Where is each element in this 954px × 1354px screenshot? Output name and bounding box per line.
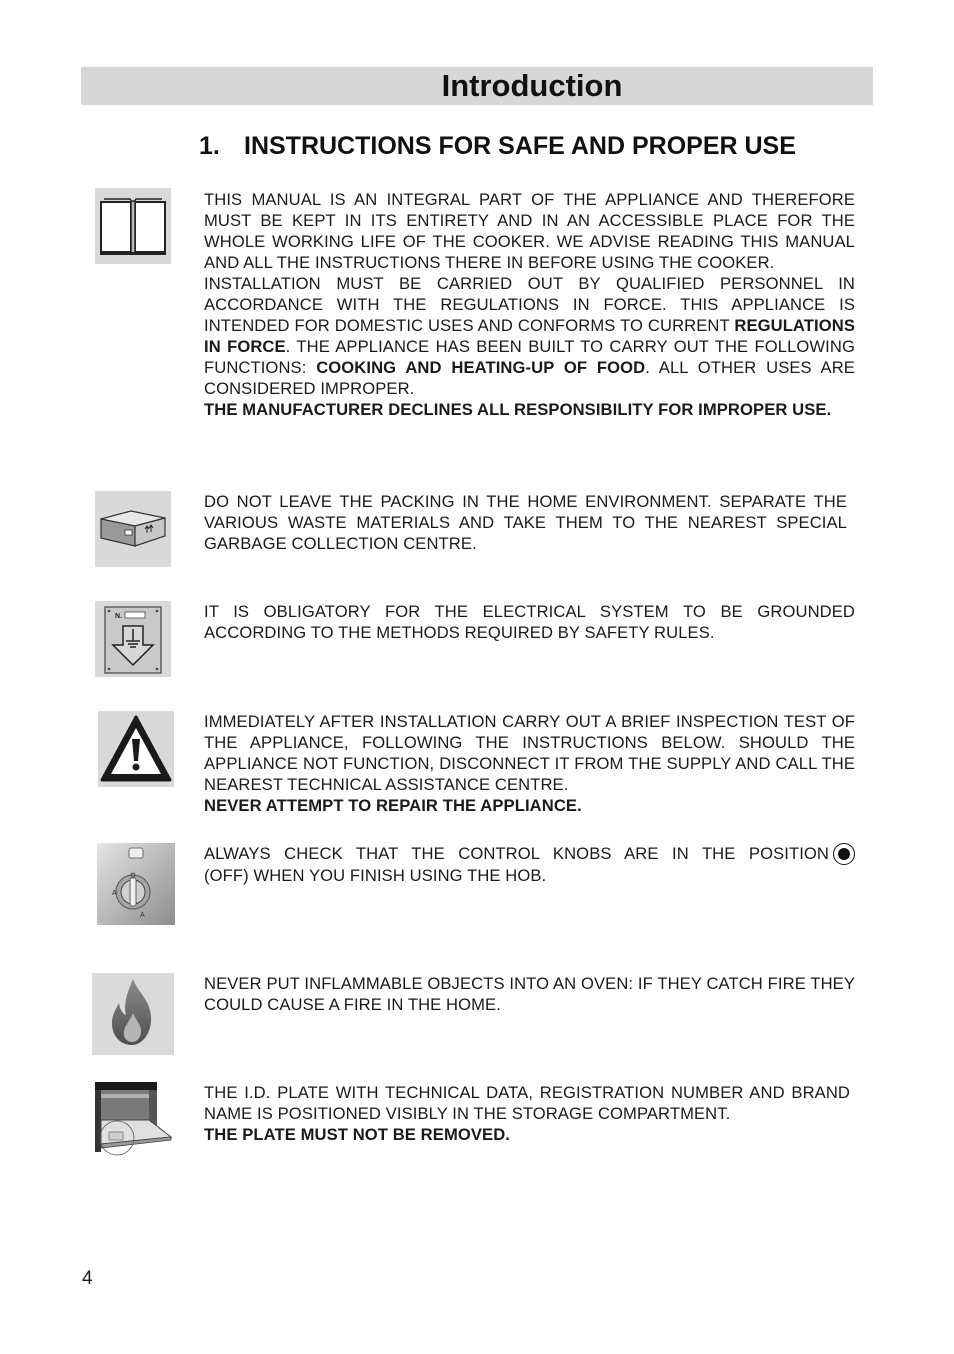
manual-text-bold-regulations: REGULATIONS IN FORCE [204,316,855,356]
packing-text-block [204,491,847,554]
svg-text:A: A [112,890,117,897]
packing-text: DO NOT LEAVE THE PACKING IN THE HOME ENVIRONMENT. SEPARATE THE VARIOUS WASTE MATERIALS AND TAKE THEM TO THE NEAREST SPECIAL GARBAGE COLLECTION CENTRE. [204,492,847,553]
package-box-icon [95,491,171,567]
inspection-text: IMMEDIATELY AFTER INSTALLATION CARRY OUT A BRIEF INSPECTION TEST OF THE APPLIANCE, FOLLOWING THE INSTRUCTIONS BELOW. SHOULD THE APPLIANCE NOT FUNCTION, DISCONNECT IT FROM THE SUPPLY AND CALL THE NEAREST TECHNICAL ASSISTANCE CENTRE. [204,712,855,794]
warning-triangle-icon [98,711,174,787]
plate-text-block [204,1082,850,1145]
section-number: 1. [199,132,220,160]
manual-text-a: INSTALLATION MUST BE CARRIED OUT BY QUALIFIED PERSONNEL IN ACCORDANCE WITH THE REGULATIONS IN FORCE. THIS APPLIANCE IS INTENDED FOR DOMESTIC USES AND CONFORMS TO CURRENT [204,274,855,335]
knobs-text-a: ALWAYS CHECK THAT THE CONTROL KNOBS ARE IN THE POSITION [204,844,829,863]
inflammable-text-block [204,973,855,1015]
flame-icon [92,973,174,1055]
inspection-text-block [204,711,855,816]
ground-symbol-icon [95,601,171,677]
manual-disclaimer: THE MANUFACTURER DECLINES ALL RESPONSIBILITY FOR IMPROPER USE. [204,400,832,419]
section-heading [199,132,796,161]
manual-paragraph-2 [204,273,855,399]
header-bar [81,67,873,105]
manual-text-bold-cooking: COOKING AND HEATING-UP OF FOOD [316,358,646,377]
manual-text-c: . THE APPLIANCE HAS BEEN BUILT TO CARRY OUT THE FOLLOWING FUNCTIONS: [204,337,855,377]
ground-icon-label: N. [115,613,122,620]
manual-text-e: . ALL OTHER USES ARE CONSIDERED IMPROPER. [204,358,855,398]
page-title: Introduction [441,68,623,103]
grounding-text: IT IS OBLIGATORY FOR THE ELECTRICAL SYSTEM TO BE GROUNDED ACCORDING TO THE METHODS REQUIRED BY SAFETY RULES. [204,602,855,642]
inflammable-text: NEVER PUT INFLAMMABLE OBJECTS INTO AN OVEN: IF THEY CATCH FIRE THEY COULD CAUSE A FIRE IN THE HOME. [204,974,855,1014]
knobs-text [204,843,855,865]
plate-warning: THE PLATE MUST NOT BE REMOVED. [204,1125,510,1144]
page-number: 4 [82,1268,93,1289]
manual-paragraph-1: THIS MANUAL IS AN INTEGRAL PART OF THE APPLIANCE AND THEREFORE MUST BE KEPT IN ITS ENTIRETY AND IN AN ACCESSIBLE PLACE FOR THE WHOLE WORKING LIFE OF THE COOKER. WE ADVISE READING THIS MANUAL AND ALL THE INSTRUCTIONS THERE IN BEFORE USING THE COOKER. [204,190,855,272]
inspection-warning: NEVER ATTEMPT TO REPAIR THE APPLIANCE. [204,796,582,815]
off-position-icon [833,843,855,865]
grounding-text-block [204,601,855,643]
plate-text: THE I.D. PLATE WITH TECHNICAL DATA, REGISTRATION NUMBER AND BRAND NAME IS POSITIONED VISIBLY IN THE STORAGE COMPARTMENT. [204,1083,850,1123]
section-title: INSTRUCTIONS FOR SAFE AND PROPER USE [244,132,796,160]
svg-text:A: A [140,912,145,919]
open-book-icon [95,188,171,264]
knobs-text-b: (OFF) WHEN YOU FINISH USING THE HOB. [204,866,547,885]
knobs-text-block [204,843,855,886]
oven-storage-compartment-icon [95,1082,173,1160]
control-knob-icon [97,843,175,925]
manual-text-block [204,189,855,420]
